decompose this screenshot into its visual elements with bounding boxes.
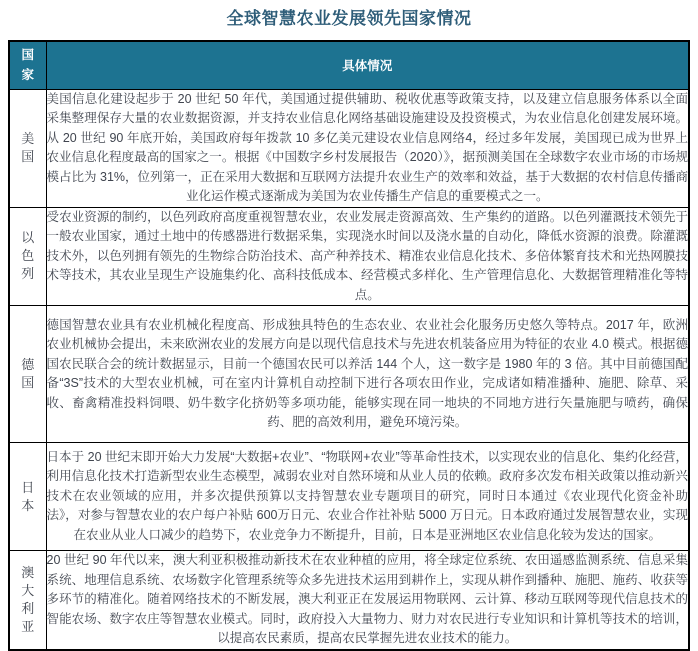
country-cell <box>9 89 46 207</box>
page-title: 全球智慧农业发展领先国家情况 <box>226 9 472 28</box>
country-label: 德国 <box>21 357 35 390</box>
table-row <box>9 306 689 443</box>
country-label: 美国 <box>21 131 35 164</box>
table-row <box>9 443 689 551</box>
header-cell-detail: 具体情况 <box>46 41 689 89</box>
detail-cell: 20 世纪 90 年代以来，澳大利亚积极推动新技术在农业种植的应用，将全球定位系统、农田遥感监测系统、信息采集系统、地理信息系统、农场数字化管理系统等众多先进技术运用到耕作上，实现从耕作到播种、施肥、施药、收获等多环节的精准化。随着网络技术的不断发展，澳大利亚正在发展运用物联网、云计算、移动互联网等现代信息技术的智能农场、数字农庄等智慧农业模式。同时，政府投入大量物力、财力对农民进行专业知识和计算机等技术的培训，以提高农民素质，提高农民掌握先进农业技术的能力。 <box>46 551 689 650</box>
country-label: 澳大利亚 <box>21 564 35 634</box>
country-cell <box>9 207 46 306</box>
country-cell <box>9 443 46 551</box>
country-label: 以色列 <box>21 230 35 282</box>
detail-cell: 受农业资源的制约，以色列政府高度重视智慧农业，农业发展走资源高效、生产集约的道路。以色列灌溉技术领先于一般农业国家，通过土地中的传感器进行数据采集，实现浇水时间以及浇水量的自动化，降低水资源的浪费。除灌溉技术外，以色列拥有领先的生物综合防治技术、高产种养技术、精准农业信息化技术、多倍体繁育技术和光热网膜技术等技术，其农业呈现生产设施集约化、高科技低成本、经营模式多样化、生产管理信息化、大数据管理精准化等特点。 <box>46 207 689 306</box>
table-header-row <box>9 41 689 89</box>
table-row <box>9 89 689 207</box>
country-label: 日本 <box>21 479 35 513</box>
countries-table <box>8 40 690 651</box>
detail-cell: 美国信息化建设起步于 20 世纪 50 年代，美国通过提供辅助、税收优惠等政策支持，以及建立信息服务体系以全面采集整理保存大量的农业数据资源，并支持农业信息化网络基础设施建设及投资模式，为农业信息化创建发展环境。从 20 世纪 90 年底开始，美国政府每年拨款 10 多亿美元建设农业信息网络4，经过多年发展，美国现已成为世界上农业信息化程度最高的国家之一。根据《中国数字乡村发展报告（2020）》，据预测美国在全球数字农业市场的市场规模占比为 31%，位列第一，正在采用大数据和互联网方法提升农业生产的效率和效益，基于大数据的农村信息传播商业化运作模式逐渐成为美国为农业传播生产信息的重要模式之一。 <box>46 89 689 207</box>
table-row <box>9 207 689 306</box>
country-cell <box>9 551 46 650</box>
header-cell-country <box>9 41 46 89</box>
country-cell <box>9 306 46 443</box>
table-row <box>9 551 689 650</box>
detail-cell: 日本于 20 世纪末即开始大力发展“大数据+农业”、“物联网+农业”等革命性技术，以实现农业的信息化、集约化经营，利用信息化技术打造新型农业生态模型，减弱农业对自然环境和从业人员的依赖。政府多次发布相关政策以推动新兴技术在农业领域的应用，并多次提供预算以支持智慧农业专题项目的研究，同时日本通过《农业现代化资金补助法》，对参与智慧农业的农户每户补贴 600万日元、农业合作社补贴 5000 万日元。日本政府通过发展智慧农业，实现在农业从业人口减少的趋势下，农业竞争力不断提升，目前，日本是亚洲地区农业信息化较为发达的国家。 <box>46 443 689 551</box>
header-country-label: 国家 <box>21 48 34 83</box>
detail-cell: 德国智慧农业具有农业机械化程度高、形成独具特色的生态农业、农业社会化服务历史悠久等特点。2017 年，欧洲农业机械协会提出，未来欧洲农业的发展方向是以现代信息技术与先进农机装备应用为特征的农业 4.0 模式。根据德国农民联合会的统计数据显示，目前一个德国农民可以养活 144 个人，这一数字是 1980 年的 3 倍。其中目前德国配备“3S”技术的大型农业机械，可在室内计算机自动控制下进行各项农田作业，完成诸如精准播种、施肥、除草、采收、畜禽精准投料饲喂、奶牛数字化挤奶等多项功能，能够实现在同一地块的不同地方进行矢量施肥与喷药，确保药、肥的高效利用，避免环境污染。 <box>46 306 689 443</box>
